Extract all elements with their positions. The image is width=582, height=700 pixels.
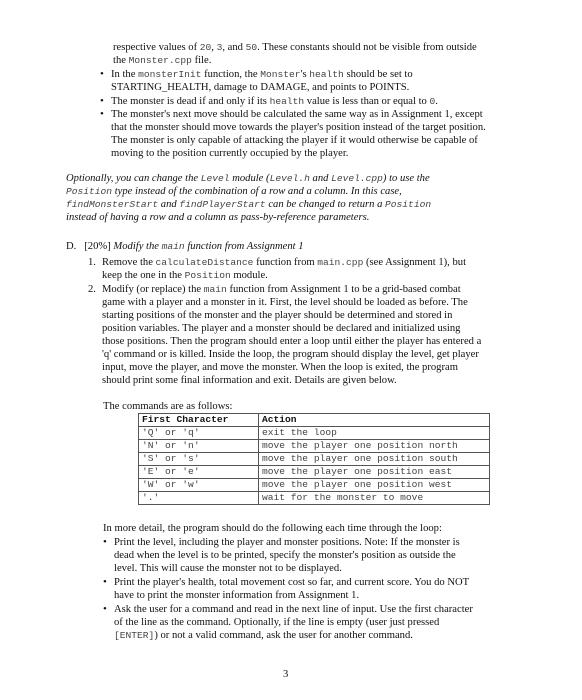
bullet-icon: • (100, 68, 104, 80)
item-1: 1. Remove the calculateDistance function from main.cpp (see Assignment 1), but keep the one in the Position module. (88, 257, 467, 281)
table-row (139, 427, 490, 440)
commands-table (138, 413, 490, 505)
table-cell: exit the loop (259, 427, 490, 440)
table-cell: 'E' or 'e' (139, 466, 259, 479)
section-d-heading: D. [20%] Modify the main function from Assignment 1 (66, 241, 304, 252)
table-cell: move the player one position west (259, 479, 490, 492)
table-row (139, 466, 490, 479)
bullet-icon: • (100, 95, 104, 107)
detail-intro: In more detail, the program should do the following each time through the loop: (103, 523, 442, 534)
bullet-icon: • (103, 603, 107, 615)
table-row (139, 440, 490, 453)
bullet-monster-dead: • The monster is dead if and only if its health value is less than or equal to 0. (100, 95, 438, 107)
bullet-icon: • (100, 108, 104, 120)
page-number: 3 (283, 669, 289, 680)
intro-line-1: respective values of 20, 3, and 50. These constants should not be visible from outside (113, 42, 477, 53)
table-cell: 'N' or 'n' (139, 440, 259, 453)
item-2: 2. Modify (or replace) the main function from Assignment 1 to be a grid-based combat game with a player and a monster in it. First, the level should be loaded as before. The starting positions of the monster and the player should be determined and stored in position variables. The player and a monster should be declared and initialized using those positions. Then the program should enter a loop until either the player has entered a 'q' command or is killed. Inside the loop, the program should display the level, get player input, move the player, and move the monster. When the loop is exited, the program should print some final information and exit. Details are given below. (88, 284, 482, 386)
table-header: Action (259, 414, 490, 427)
table-header: First Character (139, 414, 259, 427)
table-cell: move the player one position south (259, 453, 490, 466)
table-row (139, 453, 490, 466)
bullet-monster-init: • In the monsterInit function, the Monster's health should be set to STARTING_HEALTH, damage to DAMAGE, and points to POINTS. (100, 68, 413, 93)
table-header-row (139, 414, 490, 427)
bullet-print-health: • Print the player's health, total movement cost so far, and current score. You do NOT have to print the monster information from Assignment 1. (103, 576, 470, 601)
bullet-print-level: • Print the level, including the player and monster positions. Note: If the monster is dead when the level is to be printed, specify the monster's position as outside the level. This will cause the monster not to be displayed. (103, 536, 460, 574)
table-cell: move the player one position north (259, 440, 490, 453)
intro-paragraph (113, 41, 513, 67)
bullet-monster-move: • The monster's next move should be calculated the same way as in Assignment 1, except that the monster should move towards the player's position instead of the target position. The monster is only capable of attacking the player if it would otherwise be capable of moving to the position currently occupied by the player. (100, 108, 486, 159)
table-cell: 'S' or 's' (139, 453, 259, 466)
bullet-icon: • (103, 576, 107, 588)
table-cell: '.' (139, 492, 259, 505)
table-cell: move the player one position east (259, 466, 490, 479)
table-cell: 'Q' or 'q' (139, 427, 259, 440)
bullet-icon: • (103, 536, 107, 548)
table-row (139, 492, 490, 505)
optional-paragraph: Optionally, you can change the Level module (Level.h and Level.cpp) to use the Position type instead of the combination of a row and a column. In this case, findMonsterStart and findPlayerStart can be changed to return a Position instead of having a row and a column as pass-by-reference parameters. (66, 173, 432, 223)
bullet-ask-command: • Ask the user for a command and read in the next line of input. Use the first character of the line as the command. Optionally, if the line is empty (user just pressed [ENTER]) or not a valid command, ask the user for another command. (103, 603, 473, 641)
table-row (139, 479, 490, 492)
intro-line-2: the Monster.cpp file. (113, 55, 212, 66)
table-cell: wait for the monster to move (259, 492, 490, 505)
commands-intro: The commands are as follows: (103, 401, 233, 412)
table-cell: 'W' or 'w' (139, 479, 259, 492)
